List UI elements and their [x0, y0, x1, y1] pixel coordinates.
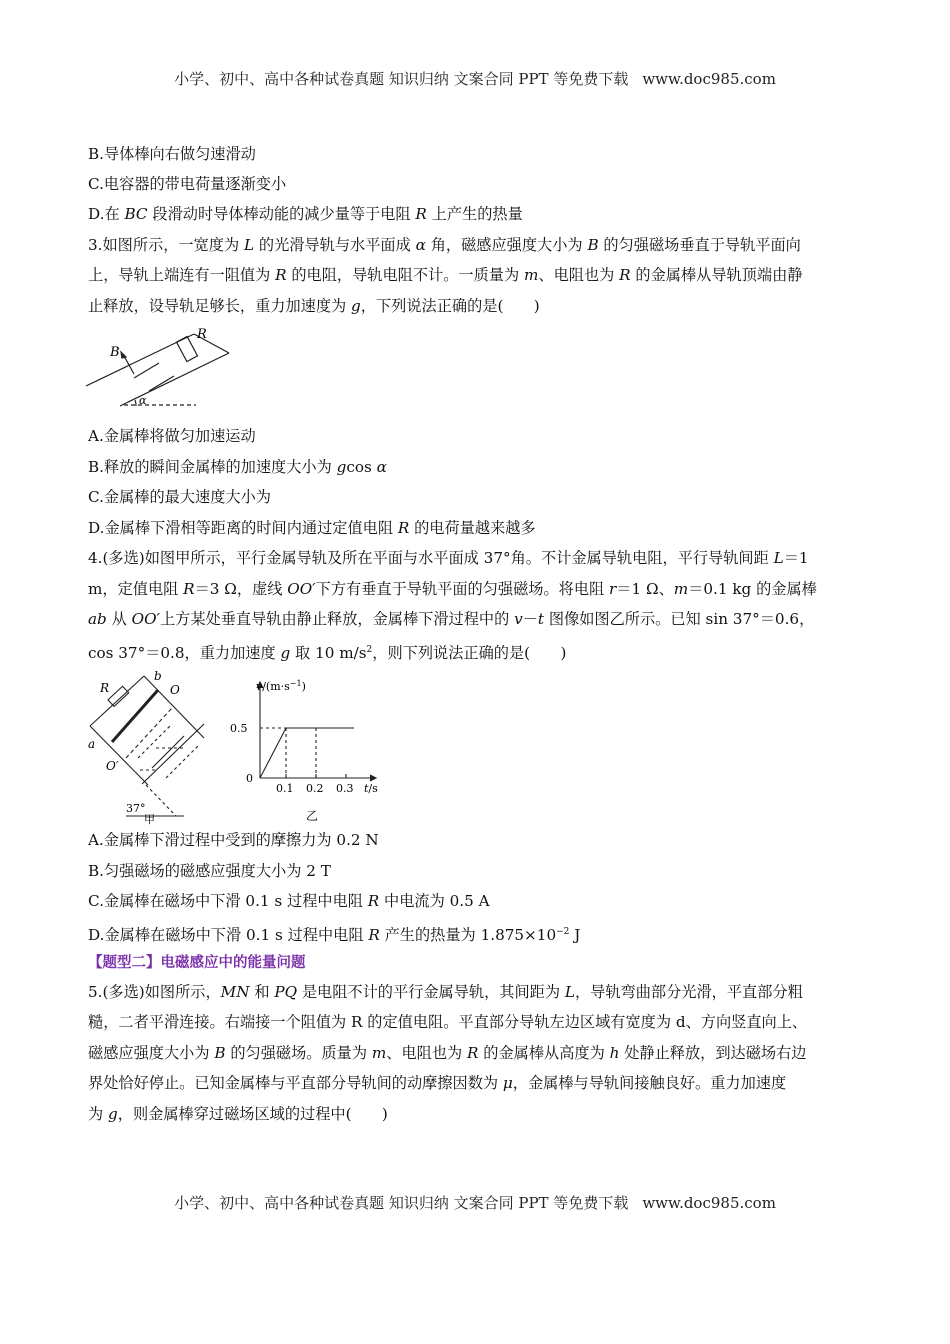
vt-caption: 乙 — [306, 809, 319, 823]
vt-ytick-05: 0.5 — [230, 722, 248, 735]
q3-fig-label-alpha: α — [139, 394, 147, 407]
q3-stem-line2: 上，导轨上端连有一阻值为 R 的电阻，导轨电阻不计。一质量为 m、电阻也为 R 的金属棒从导轨顶端由静 — [88, 266, 803, 284]
q3-stem-line3: 止释放，设导轨足够长，重力加速度为 g，下列说法正确的是( ) — [88, 297, 540, 315]
fig-jia-label-o: O — [170, 683, 180, 697]
fig-jia-caption: 甲 — [144, 813, 155, 826]
footer-text: 小学、初中、高中各种试卷真题 知识归纳 文案合同 PPT 等免费下载 — [174, 1194, 629, 1212]
q4-option-c: C.金属棒在磁场中下滑 0.1 s 过程中电阻 R 中电流为 0.5 A — [88, 892, 490, 910]
fig-jia-label-r: R — [100, 681, 110, 695]
vt-curve-rise — [260, 728, 286, 778]
vt-ylabel: $v/(m\cdot s^{-1})$ — [256, 679, 306, 693]
q5-stem-line4: 界处恰好停止。已知金属棒与平直部分导轨间的动摩擦因数为 μ，金属棒与导轨间接触良好。重力加速度 — [88, 1074, 787, 1092]
q5-stem-line2: 糙，二者平滑连接。右端接一个阻值为 R 的定值电阻。平直部分导轨左边区域有宽度为 d、方向竖直向上、 — [88, 1013, 808, 1031]
section-heading: 【题型二】电磁感应中的能量问题 — [88, 955, 306, 971]
vt-xtick-01: 0.1 — [276, 782, 294, 795]
vt-xtick-03: 0.3 — [336, 782, 354, 795]
q5-stem-line1: 5.(多选)如图所示，MN 和 PQ 是电阻不计的平行金属导轨，其间距为 L，导轨弯曲部分光滑，平直部分粗 — [88, 983, 803, 1001]
q4-option-d: D.金属棒在磁场中下滑 0.1 s 过程中电阻 R 产生的热量为 $1.875\times 10^{-2}$ J — [88, 926, 581, 945]
vt-origin: 0 — [246, 772, 253, 785]
q5-stem-line3: 磁感应强度大小为 B 的匀强磁场。质量为 m、电阻也为 R 的金属棒从高度为 h 处静止释放，到达磁场右边 — [88, 1044, 807, 1062]
fig-jia-angle: 37° — [126, 802, 146, 815]
fig-jia-label-o-prime: O′ — [106, 759, 119, 773]
q4-figure-jia — [86, 668, 216, 828]
q4-option-a: A.金属棒下滑过程中受到的摩擦力为 0.2 N — [88, 831, 379, 849]
page-footer — [0, 1192, 950, 1213]
q4-option-b: B.匀强磁场的磁感应强度大小为 2 T — [88, 862, 331, 880]
q3-stem-line1: 3.如图所示，一宽度为 L 的光滑导轨与水平面成 α 角，磁感应强度大小为 B 的匀强磁场垂直于导轨平面向 — [88, 236, 801, 254]
q3-fig-label-r: R — [197, 327, 207, 342]
q3-figure — [84, 322, 234, 414]
q4-stem-line3: ab 从 OO′上方某处垂直导轨由静止释放，金属棒下滑过程中的 v－t 图像如图乙所示。已知 sin 37°＝0.6， — [88, 610, 815, 628]
q4-stem-line1: 4.(多选)如图甲所示，平行金属导轨及所在平面与水平面成 37°角。不计金属导轨电阻，平行导轨间距 L＝1 — [88, 549, 809, 567]
footer-url: www.doc985.com — [642, 1194, 776, 1212]
page-header — [0, 68, 950, 89]
fig-jia-label-a: a — [88, 737, 96, 751]
q3-option-b: B.释放的瞬间金属棒的加速度大小为 gcos α — [88, 458, 387, 476]
vt-xtick-02: 0.2 — [306, 782, 324, 795]
q2-option-b: B.导体棒向右做匀速滑动 — [88, 145, 256, 163]
header-text: 小学、初中、高中各种试卷真题 知识归纳 文案合同 PPT 等免费下载 — [174, 70, 629, 88]
q3-option-d: D.金属棒下滑相等距离的时间内通过定值电阻 R 的电荷量越来越多 — [88, 519, 536, 537]
q2-option-c: C.电容器的带电荷量逐渐变小 — [88, 175, 287, 193]
fig-jia-label-b: b — [154, 669, 162, 683]
header-url: www.doc985.com — [642, 70, 776, 88]
q5-stem-line5: 为 g，则金属棒穿过磁场区域的过程中( ) — [88, 1105, 388, 1123]
q4-stem-line4: cos 37°＝0.8，重力加速度 g 取 10 $m/s^2$，则下列说法正确的是( ) — [88, 644, 567, 663]
q3-option-c: C.金属棒的最大速度大小为 — [88, 488, 271, 506]
q2-option-d: D.在 BC 段滑动时导体棒动能的减少量等于电阻 R 上产生的热量 — [88, 205, 523, 223]
q4-figure-yi — [226, 670, 396, 830]
q4-stem-line2: m，定值电阻 R＝3 Ω，虚线 OO′下方有垂直于导轨平面的匀强磁场。将电阻 r＝1 Ω、m＝0.1 kg 的金属棒 — [88, 580, 817, 598]
q3-fig-label-b: B — [110, 345, 120, 360]
q3-option-a: A.金属棒将做匀加速运动 — [88, 427, 256, 445]
vt-xlabel: t/s — [364, 782, 378, 795]
